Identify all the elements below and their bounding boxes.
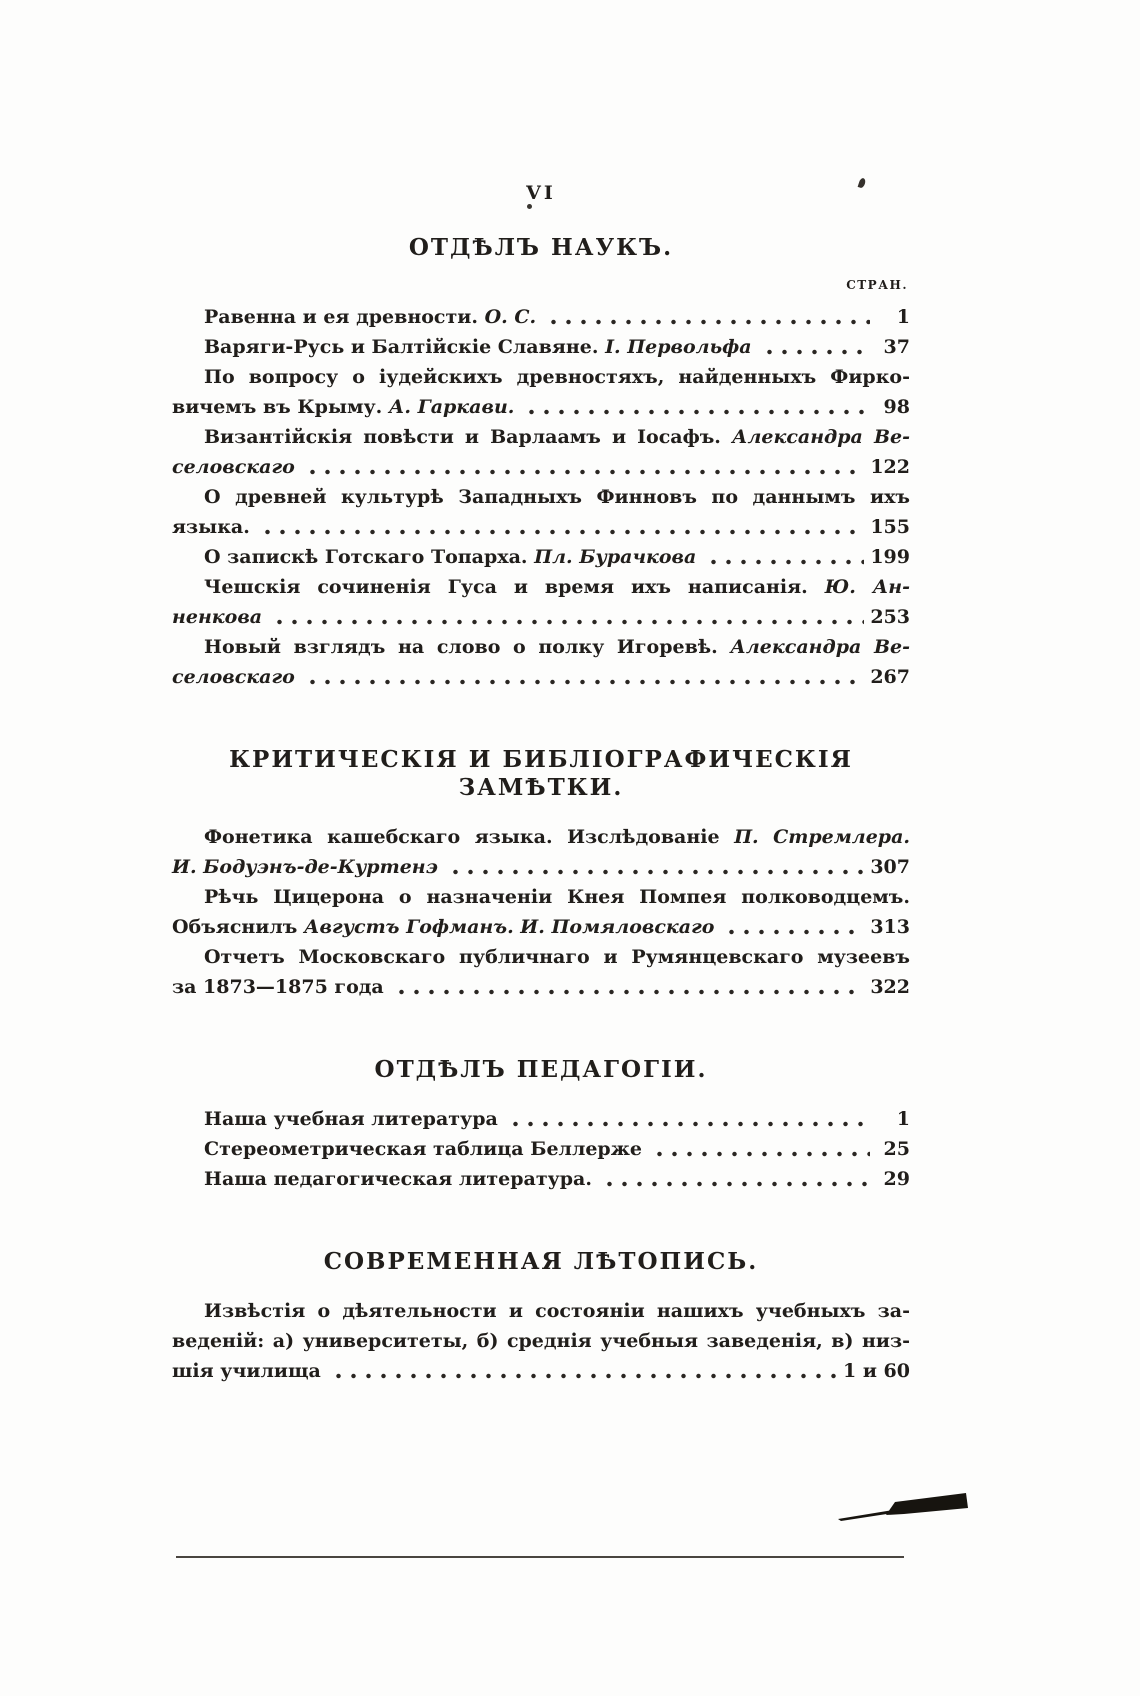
entry-last-line: [172, 392, 910, 422]
entry-text-segment: Объяснилъ: [172, 916, 304, 938]
toc-entry: [172, 302, 910, 332]
entry-text-segment: Равенна и ея древности.: [204, 306, 485, 328]
entry-line: [172, 422, 910, 452]
entry-page-number: 267: [870, 666, 910, 688]
entry-last-line: [172, 1104, 910, 1134]
entry-text: [204, 1104, 498, 1134]
entry-text-segment: О древней культурѣ Западныхъ Финновъ по даннымъ ихъ: [204, 486, 910, 508]
section-title: КРИТИЧЕСКІЯ И БИБЛІОГРАФИЧЕСКІЯ ЗАМѢТКИ.: [229, 746, 853, 801]
dot-leader: [546, 318, 870, 326]
entry-last-line: [172, 302, 910, 332]
entry-page-number: 155: [870, 516, 910, 538]
entry-text-segment: Отчетъ Московскаго публичнаго и Румянцевскаго музеевъ: [204, 946, 910, 968]
entry-page-number: 25: [883, 1138, 910, 1160]
entry-page-number: 322: [870, 976, 910, 998]
entry-line: [172, 1296, 910, 1326]
entry-text: [172, 662, 295, 692]
entry-text: [172, 972, 384, 1002]
entry-last-line: [172, 332, 910, 362]
dot-leader: [260, 528, 864, 536]
toc-entry: [172, 362, 910, 422]
entry-text-segment: Варяги-Русь и Балтійскіе Славяне.: [204, 336, 606, 358]
dot-leader: [524, 408, 870, 416]
toc-entry: [172, 1104, 910, 1134]
entry-page-number: 313: [870, 916, 910, 938]
entry-text-segment: шія училища: [172, 1360, 321, 1382]
section-title: СОВРЕМЕННАЯ ЛѢТОПИСЬ.: [323, 1248, 759, 1275]
entry-text-segment: Наша учебная литература: [204, 1108, 498, 1130]
entry-line: [172, 632, 910, 662]
scan-speck: [527, 204, 532, 209]
entry-text-segment: Новый взглядъ на слово о полку Игоревѣ.: [204, 636, 731, 658]
entry-text: [172, 452, 295, 482]
entry-line: [172, 482, 910, 512]
entry-text-segment: Извѣстія о дѣятельности и состояніи нашихъ учебныхъ за-: [204, 1300, 910, 1322]
entry-line: [172, 822, 910, 852]
entry-text: [172, 912, 714, 942]
entry-page-number: 1 и 60: [843, 1360, 910, 1382]
author-name-italic: I. Первольфа: [605, 336, 752, 358]
entry-text: [172, 1356, 321, 1386]
entry-line: [172, 362, 910, 392]
author-name-italic: Ю. Ан-: [824, 576, 910, 598]
toc-entry: [172, 882, 910, 942]
entry-text: [172, 512, 250, 542]
toc-entry: [172, 422, 910, 482]
author-name-italic: Пл. Бурачкова: [534, 546, 697, 568]
entry-text: [204, 1164, 592, 1194]
entry-text: [172, 852, 438, 882]
author-name-italic: А. Гаркави.: [388, 396, 515, 418]
toc-entry: [172, 1134, 910, 1164]
entry-page-number: 253: [870, 606, 910, 628]
entry-page-number: 98: [883, 396, 910, 418]
dot-leader: [706, 558, 864, 566]
entry-line: [172, 882, 910, 912]
dot-leader: [305, 678, 865, 686]
toc-entry: [172, 572, 910, 632]
entry-last-line: [172, 512, 910, 542]
entry-page-number: 37: [883, 336, 910, 358]
dot-leader: [394, 988, 865, 996]
entry-last-line: [172, 852, 910, 882]
entry-text-segment: вичемъ въ Крыму.: [172, 396, 389, 418]
dot-leader: [272, 618, 864, 626]
section-title: ОТДѢЛЪ ПЕДАГОГІИ.: [374, 1056, 708, 1083]
entry-text-segment: Наша педагогическая литература.: [204, 1168, 592, 1190]
entry-last-line: [172, 972, 910, 1002]
toc-entry: [172, 332, 910, 362]
entry-last-line: [172, 452, 910, 482]
toc-entry: [172, 1296, 910, 1386]
ink-smudge-artifact: [838, 1492, 970, 1524]
entry-text-segment: О запискѣ Готскаго Топарха.: [204, 546, 535, 568]
entry-page-number: 1: [896, 306, 910, 328]
pages-column-header: СТРАН.: [846, 278, 908, 292]
ink-smudge-shape: [838, 1492, 970, 1524]
entry-text-segment: Чешскія сочиненія Гуса и время ихъ написанія.: [204, 576, 825, 598]
entry-text: [204, 1134, 642, 1164]
entry-last-line: [172, 1134, 910, 1164]
entry-text-segment: за 1873—1875 года: [172, 976, 384, 998]
author-name-italic: селовскаго: [172, 666, 295, 688]
entry-text-segment: Рѣчь Цицерона о назначеніи Кнея Помпея полководцемъ.: [204, 886, 910, 908]
dot-leader: [305, 468, 865, 476]
entry-last-line: [172, 1356, 910, 1386]
entry-last-line: [172, 602, 910, 632]
page-content: [172, 182, 910, 1386]
toc-entry: [172, 482, 910, 542]
entry-last-line: [172, 662, 910, 692]
entry-text-segment: веденій: а) университеты, б) среднія учебныя заведенія, в) низ-: [172, 1330, 910, 1352]
entry-page-number: 199: [870, 546, 910, 568]
entry-text-segment: языка.: [172, 516, 250, 538]
author-name-italic: Августъ Гофманъ. И. Помяловскаго: [304, 916, 715, 938]
table-of-contents: [172, 234, 910, 1386]
author-name-italic: ненкова: [172, 606, 263, 628]
page-folio: VI: [526, 182, 556, 204]
entry-text-segment: Стереометрическая таблица Беллерже: [204, 1138, 642, 1160]
entry-text: [172, 392, 514, 422]
author-name-italic: Александра Ве-: [730, 636, 910, 658]
author-name-italic: И. Бодуэнъ-де-Куртенэ: [172, 856, 438, 878]
entry-line: [172, 942, 910, 972]
author-name-italic: селовскаго: [172, 456, 295, 478]
toc-entry: [172, 632, 910, 692]
entry-text-segment: По вопросу о іудейскихъ древностяхъ, найденныхъ Фирко-: [204, 366, 910, 388]
toc-entry: [172, 822, 910, 882]
entry-page-number: 122: [870, 456, 910, 478]
entry-text: [172, 602, 262, 632]
entry-text: [204, 542, 696, 572]
entry-last-line: [172, 1164, 910, 1194]
author-name-italic: Александра Ве-: [732, 426, 910, 448]
section-title: ОТДѢЛЪ НАУКЪ.: [408, 234, 674, 261]
entry-line: [172, 1326, 910, 1356]
author-name-italic: О. С.: [484, 306, 537, 328]
toc-entry: [172, 542, 910, 572]
dot-leader: [508, 1120, 870, 1128]
dot-leader: [602, 1180, 870, 1188]
entry-text: [204, 332, 752, 362]
author-name-italic: П. Стремлера.: [734, 826, 910, 848]
entry-text: [204, 302, 536, 332]
entry-page-number: 307: [870, 856, 910, 878]
toc-section: [172, 1248, 910, 1386]
entry-line: [172, 572, 910, 602]
toc-section: [172, 746, 910, 1002]
entry-last-line: [172, 912, 910, 942]
entry-text-segment: Византійскія повѣсти и Варлаамъ и Іосафъ.: [204, 426, 732, 448]
entry-page-number: 1: [896, 1108, 910, 1130]
toc-entry: [172, 1164, 910, 1194]
entry-page-number: 29: [883, 1168, 910, 1190]
toc-section: [172, 1056, 910, 1194]
entry-last-line: [172, 542, 910, 572]
scan-edge-line: [176, 1556, 904, 1558]
entry-text-segment: Фонетика кашебскаго языка. Изслѣдованіе: [204, 826, 735, 848]
dot-leader: [724, 928, 864, 936]
dot-leader: [331, 1372, 837, 1380]
dot-leader: [762, 348, 870, 356]
toc-entry: [172, 942, 910, 1002]
toc-section: [172, 234, 910, 692]
dot-leader: [448, 868, 864, 876]
dot-leader: [652, 1150, 870, 1158]
